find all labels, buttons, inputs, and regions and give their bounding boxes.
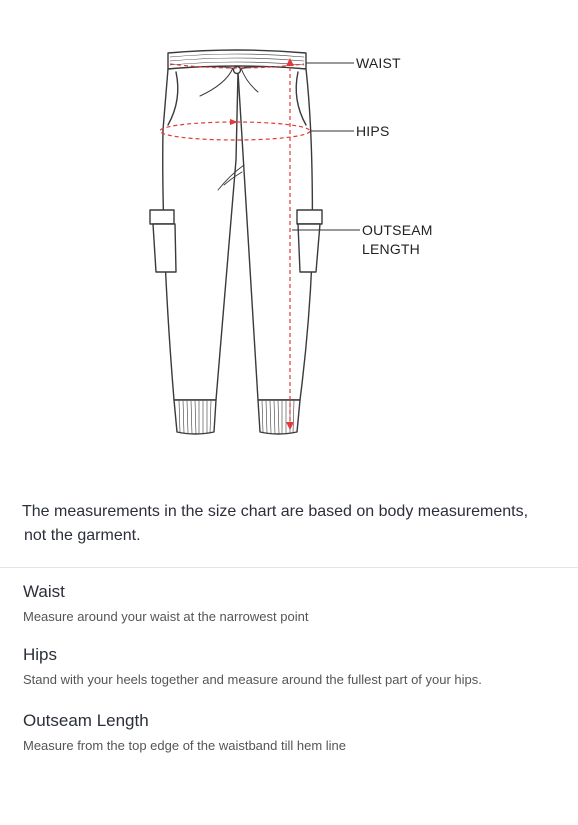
- guide-description: Stand with your heels together and measure around the fullest part of your hips.: [23, 672, 482, 687]
- section-divider: [0, 567, 578, 568]
- hips-label: HIPS: [356, 123, 390, 139]
- outseam-label: [362, 221, 433, 259]
- size-chart-note-line2: not the garment.: [24, 527, 141, 544]
- guide-title: Hips: [23, 645, 58, 664]
- size-chart-note-line1: The measurements in the size chart are based on body measurements,: [22, 503, 529, 520]
- size-chart-note: [22, 500, 567, 548]
- waist-label: WAIST: [356, 55, 401, 71]
- guide-title: Waist: [23, 582, 65, 601]
- guide-item-outseam: [23, 710, 568, 755]
- guide-title: Outseam Length: [23, 711, 149, 730]
- outseam-label-line1: OUTSEAM: [362, 222, 433, 238]
- guide-description: Measure around your waist at the narrowest point: [23, 609, 309, 624]
- outseam-label-line2: LENGTH: [362, 241, 420, 257]
- guide-item-hips: [23, 644, 568, 689]
- guide-item-waist: [23, 581, 568, 626]
- guide-description: Measure from the top edge of the waistband till hem line: [23, 738, 347, 753]
